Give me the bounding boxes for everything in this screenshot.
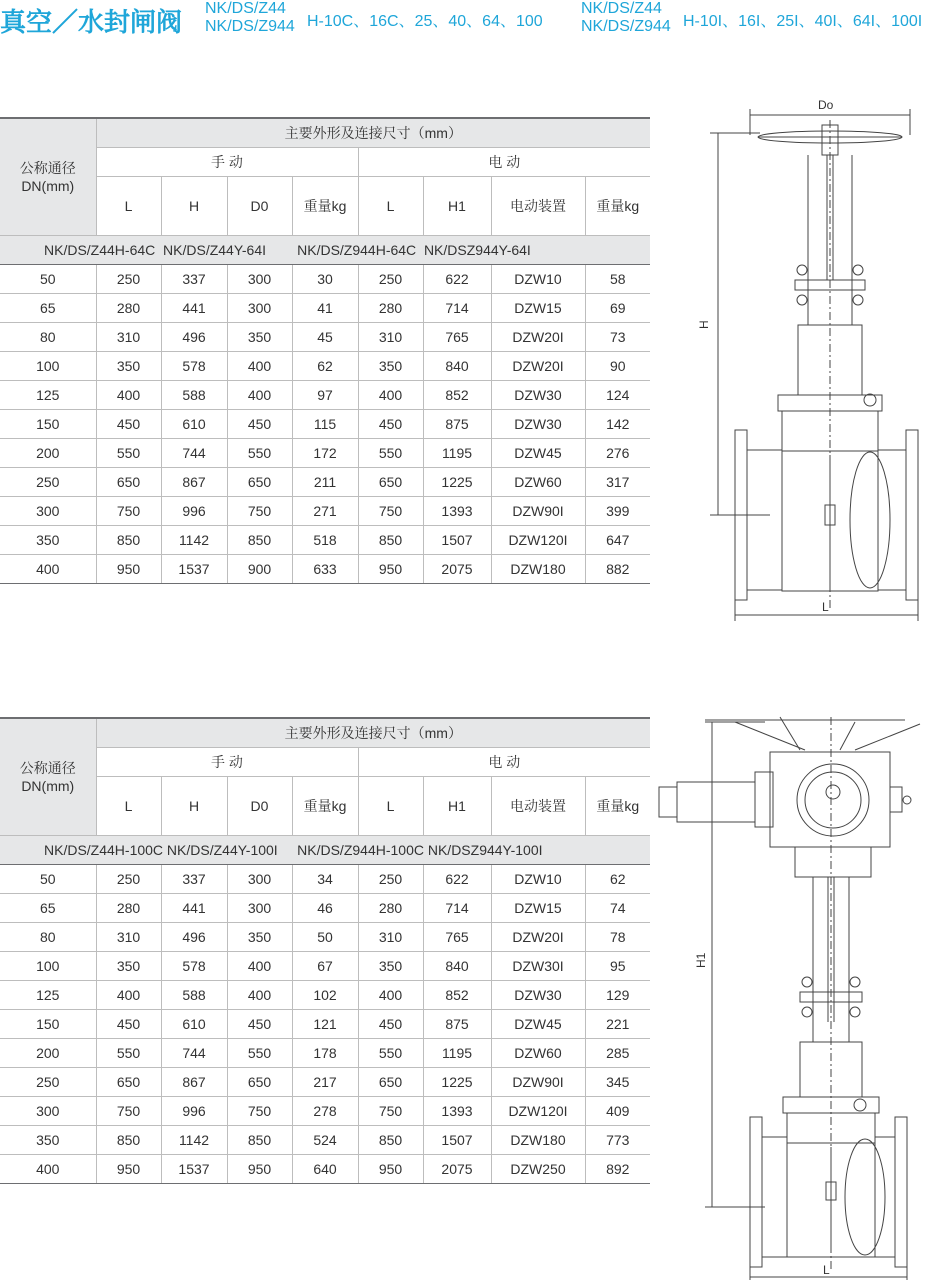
- table-cell: 744: [161, 1039, 227, 1068]
- table-cell: 875: [423, 410, 491, 439]
- table-cell: 50: [0, 265, 96, 294]
- model-row: NK/DS/Z44H-64C NK/DS/Z44Y-64I NK/DS/Z944H-64C NK/DSZ944Y-64I: [0, 236, 650, 265]
- table-cell: 409: [585, 1097, 650, 1126]
- table-cell: 852: [423, 981, 491, 1010]
- table-cell: 50: [292, 923, 358, 952]
- table-cell: 80: [0, 923, 96, 952]
- table-cell: 310: [358, 323, 423, 352]
- table-cell: 550: [96, 439, 161, 468]
- table-cell: 850: [96, 526, 161, 555]
- table-cell: 622: [423, 865, 491, 894]
- table-cell: 200: [0, 1039, 96, 1068]
- table-row: [0, 923, 650, 952]
- table-cell: 300: [227, 865, 292, 894]
- table-cell: 73: [585, 323, 650, 352]
- model-a-line2: NK/DS/Z944: [205, 18, 295, 35]
- table-cell: 765: [423, 923, 491, 952]
- table-cell: 46: [292, 894, 358, 923]
- table-cell: 45: [292, 323, 358, 352]
- table-cell: 34: [292, 865, 358, 894]
- table-cell: DZW60: [491, 468, 585, 497]
- table-cell: 200: [0, 439, 96, 468]
- col-h1: H1: [423, 177, 491, 236]
- table-cell: 350: [96, 952, 161, 981]
- table-cell: 750: [96, 497, 161, 526]
- table-cell: 65: [0, 294, 96, 323]
- table-cell: 892: [585, 1155, 650, 1184]
- table-cell: 62: [585, 865, 650, 894]
- table-cell: 773: [585, 1126, 650, 1155]
- table-cell: 496: [161, 923, 227, 952]
- table-cell: 1393: [423, 497, 491, 526]
- table-cell: 69: [585, 294, 650, 323]
- table-cell: 744: [161, 439, 227, 468]
- table-cell: 1537: [161, 1155, 227, 1184]
- table-cell: 1225: [423, 1068, 491, 1097]
- table-cell: 95: [585, 952, 650, 981]
- table-cell: 900: [227, 555, 292, 584]
- table-row: [0, 1039, 650, 1068]
- table-cell: 350: [96, 352, 161, 381]
- spec-b: H-10I、16I、25I、40I、64I、100I: [683, 13, 923, 30]
- table-cell: 150: [0, 1010, 96, 1039]
- table-cell: 300: [0, 497, 96, 526]
- table-cell: 882: [585, 555, 650, 584]
- col-l: L: [96, 777, 161, 836]
- table-cell: DZW20I: [491, 923, 585, 952]
- table-cell: 74: [585, 894, 650, 923]
- col-weight-electric: 重量kg: [585, 777, 650, 836]
- table-cell: 400: [227, 352, 292, 381]
- table-cell: 350: [0, 1126, 96, 1155]
- electric-header: 电 动: [358, 748, 650, 777]
- table-cell: 550: [227, 439, 292, 468]
- h1-label: H1: [694, 952, 708, 968]
- table-cell: 250: [96, 265, 161, 294]
- col-h1: H1: [423, 777, 491, 836]
- table-cell: 550: [96, 1039, 161, 1068]
- table-cell: 765: [423, 323, 491, 352]
- table-cell: 80: [0, 323, 96, 352]
- table-cell: 278: [292, 1097, 358, 1126]
- table-cell: 840: [423, 952, 491, 981]
- table-cell: 1142: [161, 1126, 227, 1155]
- table-cell: 310: [96, 923, 161, 952]
- table-cell: 850: [96, 1126, 161, 1155]
- table-cell: 840: [423, 352, 491, 381]
- table-cell: 100: [0, 952, 96, 981]
- table-cell: 124: [585, 381, 650, 410]
- table-cell: 650: [358, 468, 423, 497]
- table-cell: 450: [358, 410, 423, 439]
- table-cell: 950: [96, 1155, 161, 1184]
- table-cell: 578: [161, 952, 227, 981]
- table-cell: 610: [161, 410, 227, 439]
- table-cell: 450: [227, 410, 292, 439]
- table-cell: 950: [96, 555, 161, 584]
- table-cell: 129: [585, 981, 650, 1010]
- table-cell: 400: [96, 981, 161, 1010]
- table-cell: DZW90I: [491, 497, 585, 526]
- table-cell: 950: [358, 1155, 423, 1184]
- table-cell: DZW250: [491, 1155, 585, 1184]
- table-cell: 345: [585, 1068, 650, 1097]
- col-d0: D0: [227, 177, 292, 236]
- table-cell: 350: [0, 526, 96, 555]
- table-cell: 41: [292, 294, 358, 323]
- table-row: [0, 1010, 650, 1039]
- table-cell: DZW10: [491, 865, 585, 894]
- col-h: H: [161, 777, 227, 836]
- col-l-electric: L: [358, 177, 423, 236]
- model-a-line1: NK/DS/Z44: [205, 0, 286, 17]
- table-cell: 450: [227, 1010, 292, 1039]
- table-cell: DZW30: [491, 981, 585, 1010]
- table-row: [0, 1126, 650, 1155]
- table-cell: DZW45: [491, 439, 585, 468]
- table-cell: DZW30: [491, 410, 585, 439]
- table-cell: 867: [161, 1068, 227, 1097]
- col-l: L: [96, 177, 161, 236]
- page-header: [0, 0, 940, 40]
- table-cell: 750: [358, 1097, 423, 1126]
- table-cell: 65: [0, 894, 96, 923]
- table-cell: 650: [96, 1068, 161, 1097]
- table-cell: 280: [96, 894, 161, 923]
- table-cell: 125: [0, 381, 96, 410]
- table-cell: 850: [358, 1126, 423, 1155]
- table-cell: 276: [585, 439, 650, 468]
- table-cell: 310: [358, 923, 423, 952]
- table-cell: 90: [585, 352, 650, 381]
- main-dimensions-header: 主要外形及连接尺寸（mm）: [96, 718, 650, 748]
- table-row: [0, 468, 650, 497]
- model-row: NK/DS/Z44H-100C NK/DS/Z44Y-100I NK/DS/Z944H-100C NK/DSZ944Y-100I: [0, 836, 650, 865]
- table-cell: 1507: [423, 526, 491, 555]
- manual-header: 手 动: [96, 748, 358, 777]
- table-cell: 400: [227, 381, 292, 410]
- table-cell: 550: [358, 439, 423, 468]
- table-cell: 97: [292, 381, 358, 410]
- table-cell: 250: [0, 1068, 96, 1097]
- col-actuator: 电动装置: [491, 177, 585, 236]
- table-cell: 399: [585, 497, 650, 526]
- table-cell: DZW60: [491, 1039, 585, 1068]
- table-cell: 178: [292, 1039, 358, 1068]
- model-b-line2: NK/DS/Z944: [581, 18, 671, 35]
- table-cell: 250: [358, 865, 423, 894]
- col-weight-electric: 重量kg: [585, 177, 650, 236]
- table-cell: DZW45: [491, 1010, 585, 1039]
- table-cell: 400: [96, 381, 161, 410]
- table-cell: 100: [0, 352, 96, 381]
- col-weight: 重量kg: [292, 177, 358, 236]
- table-cell: 300: [227, 294, 292, 323]
- electric-header: 电 动: [358, 148, 650, 177]
- table-row: [0, 265, 650, 294]
- table-row: [0, 381, 650, 410]
- table-cell: 496: [161, 323, 227, 352]
- table-row: [0, 555, 650, 584]
- table-cell: DZW30: [491, 381, 585, 410]
- table-cell: 300: [227, 894, 292, 923]
- table-cell: 337: [161, 865, 227, 894]
- table-cell: 450: [96, 1010, 161, 1039]
- table-cell: 400: [227, 952, 292, 981]
- table-cell: DZW20I: [491, 352, 585, 381]
- table-cell: 350: [358, 952, 423, 981]
- page-title: 真空／水封闸阀: [0, 7, 183, 37]
- table-cell: 67: [292, 952, 358, 981]
- table-cell: 750: [96, 1097, 161, 1126]
- table-row: [0, 497, 650, 526]
- table-cell: 300: [0, 1097, 96, 1126]
- table-cell: DZW20I: [491, 323, 585, 352]
- table-cell: 172: [292, 439, 358, 468]
- table-cell: DZW120I: [491, 526, 585, 555]
- table-cell: 30: [292, 265, 358, 294]
- table-cell: 750: [227, 497, 292, 526]
- main-dimensions-header: 主要外形及连接尺寸（mm）: [96, 118, 650, 148]
- table-cell: 350: [227, 323, 292, 352]
- table-cell: 337: [161, 265, 227, 294]
- table-cell: 518: [292, 526, 358, 555]
- table-row: [0, 410, 650, 439]
- table-cell: 142: [585, 410, 650, 439]
- table-cell: 400: [358, 381, 423, 410]
- table-cell: 1195: [423, 1039, 491, 1068]
- table-cell: 714: [423, 294, 491, 323]
- h-label: H: [697, 320, 711, 329]
- l-label: L: [822, 600, 829, 614]
- table-row: [0, 526, 650, 555]
- table-cell: 1537: [161, 555, 227, 584]
- table-cell: DZW180: [491, 555, 585, 584]
- table-cell: 650: [227, 468, 292, 497]
- model-b-line1: NK/DS/Z44: [581, 0, 662, 17]
- table-row: [0, 323, 650, 352]
- table-cell: 622: [423, 265, 491, 294]
- manual-header: 手 动: [96, 148, 358, 177]
- table-cell: 280: [358, 294, 423, 323]
- table-cell: 1142: [161, 526, 227, 555]
- table-cell: 285: [585, 1039, 650, 1068]
- table-cell: 650: [227, 1068, 292, 1097]
- table-cell: 50: [0, 865, 96, 894]
- table-cell: 441: [161, 294, 227, 323]
- table-row: [0, 1155, 650, 1184]
- col-weight: 重量kg: [292, 777, 358, 836]
- table-cell: 250: [358, 265, 423, 294]
- table-row: [0, 952, 650, 981]
- table-cell: 400: [227, 981, 292, 1010]
- table-cell: 350: [358, 352, 423, 381]
- table-cell: DZW15: [491, 294, 585, 323]
- table-cell: 1195: [423, 439, 491, 468]
- table-cell: 271: [292, 497, 358, 526]
- table-cell: 280: [358, 894, 423, 923]
- table-cell: DZW120I: [491, 1097, 585, 1126]
- table-cell: 1507: [423, 1126, 491, 1155]
- table-cell: 750: [358, 497, 423, 526]
- table-row: [0, 981, 650, 1010]
- table-cell: 750: [227, 1097, 292, 1126]
- table-cell: 450: [96, 410, 161, 439]
- table-cell: 950: [227, 1155, 292, 1184]
- table-cell: 875: [423, 1010, 491, 1039]
- dn-header: 公称通径 DN(mm): [0, 718, 96, 836]
- col-l-electric: L: [358, 777, 423, 836]
- table-cell: 250: [96, 865, 161, 894]
- table-cell: 950: [358, 555, 423, 584]
- table-cell: 578: [161, 352, 227, 381]
- table-cell: 350: [227, 923, 292, 952]
- col-d0: D0: [227, 777, 292, 836]
- table-cell: 310: [96, 323, 161, 352]
- table-cell: 280: [96, 294, 161, 323]
- table-cell: 221: [585, 1010, 650, 1039]
- table-cell: 647: [585, 526, 650, 555]
- table-cell: 996: [161, 497, 227, 526]
- table-cell: 867: [161, 468, 227, 497]
- table-cell: 2075: [423, 555, 491, 584]
- table-cell: 211: [292, 468, 358, 497]
- table-cell: 2075: [423, 1155, 491, 1184]
- table-row: [0, 294, 650, 323]
- table-cell: 650: [96, 468, 161, 497]
- table-cell: 250: [0, 468, 96, 497]
- table-cell: 640: [292, 1155, 358, 1184]
- col-h: H: [161, 177, 227, 236]
- table-cell: 400: [358, 981, 423, 1010]
- table-cell: 441: [161, 894, 227, 923]
- table-cell: 121: [292, 1010, 358, 1039]
- table-cell: 217: [292, 1068, 358, 1097]
- table-cell: 850: [227, 526, 292, 555]
- table-cell: 650: [358, 1068, 423, 1097]
- l-label: L: [823, 1263, 830, 1277]
- table-cell: 400: [0, 555, 96, 584]
- table-cell: 633: [292, 555, 358, 584]
- table-cell: DZW15: [491, 894, 585, 923]
- table-cell: 317: [585, 468, 650, 497]
- table-cell: 1225: [423, 468, 491, 497]
- table-cell: 550: [358, 1039, 423, 1068]
- table-cell: 115: [292, 410, 358, 439]
- table-cell: 852: [423, 381, 491, 410]
- table-cell: 588: [161, 981, 227, 1010]
- table-cell: DZW30I: [491, 952, 585, 981]
- table-row: [0, 439, 650, 468]
- table-row: [0, 1097, 650, 1126]
- table-row: [0, 352, 650, 381]
- table-cell: 300: [227, 265, 292, 294]
- dimension-table-1: [0, 117, 650, 584]
- dn-header: 公称通径 DN(mm): [0, 118, 96, 236]
- table-cell: 610: [161, 1010, 227, 1039]
- table-cell: DZW10: [491, 265, 585, 294]
- table-cell: 588: [161, 381, 227, 410]
- table-cell: 102: [292, 981, 358, 1010]
- table-cell: 58: [585, 265, 650, 294]
- table-cell: 400: [0, 1155, 96, 1184]
- table-cell: DZW180: [491, 1126, 585, 1155]
- do-label: Do: [818, 98, 834, 112]
- table-row: [0, 894, 650, 923]
- spec-a: H-10C、16C、25、40、64、100: [307, 13, 543, 30]
- table-cell: 850: [227, 1126, 292, 1155]
- table-cell: 150: [0, 410, 96, 439]
- table-row: [0, 865, 650, 894]
- table-cell: 62: [292, 352, 358, 381]
- table-cell: 78: [585, 923, 650, 952]
- electric-valve-drawing: [655, 712, 935, 1282]
- table-cell: DZW90I: [491, 1068, 585, 1097]
- table-cell: 550: [227, 1039, 292, 1068]
- table-cell: 1393: [423, 1097, 491, 1126]
- col-actuator: 电动装置: [491, 777, 585, 836]
- table-cell: 996: [161, 1097, 227, 1126]
- table-cell: 850: [358, 526, 423, 555]
- table-cell: 714: [423, 894, 491, 923]
- table-cell: 450: [358, 1010, 423, 1039]
- dimension-table-2: [0, 717, 650, 1184]
- manual-valve-drawing: [690, 95, 930, 625]
- table-cell: 524: [292, 1126, 358, 1155]
- table-row: [0, 1068, 650, 1097]
- table-cell: 125: [0, 981, 96, 1010]
